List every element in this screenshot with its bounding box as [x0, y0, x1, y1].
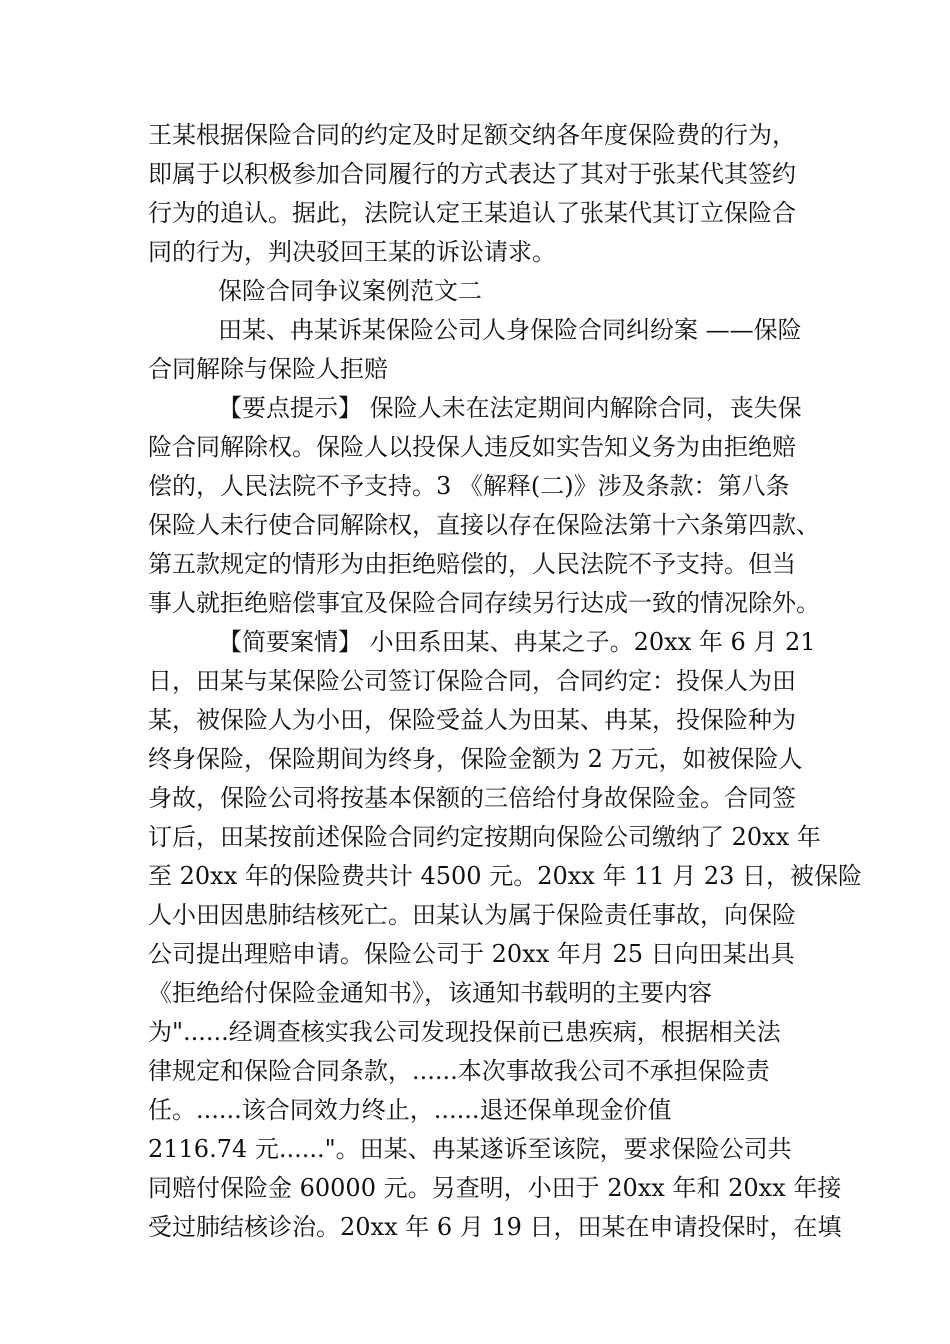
paragraph-line: 订后，田某按前述保险合同约定按期向保险公司缴纳了 20xx 年: [148, 823, 821, 851]
paragraph-line: 《拒绝给付保险金通知书》，该通知书载明的主要内容: [148, 979, 712, 1007]
paragraph-line: 行为的追认。据此，法院认定王某追认了张某代其订立保险合: [148, 199, 796, 227]
paragraph-line: 偿的，人民法院不予支持。3 《解释(二)》涉及条款：第八条: [148, 472, 790, 500]
paragraph-line: 险合同解除权。保险人以投保人违反如实告知义务为由拒绝赔: [148, 433, 796, 461]
paragraph-line: 即属于以积极参加合同履行的方式表达了其对于张某代其签约: [148, 160, 796, 188]
paragraph-line: 同的行为，判决驳回王某的诉讼请求。: [148, 238, 556, 266]
paragraph-line: 至 20xx 年的保险费共计 4500 元。20xx 年 11 月 23 日，被保险: [148, 862, 863, 890]
paragraph-line: 人小田因患肺结核死亡。田某认为属于保险责任事故，向保险: [148, 901, 796, 929]
paragraph-line: 身故，保险公司将按基本保额的三倍给付身故保险金。合同签: [148, 784, 796, 812]
paragraph-line: 受过肺结核诊治。20xx 年 6 月 19 日，田某在申请投保时，在填: [148, 1213, 842, 1241]
paragraph-line: 第五款规定的情形为由拒绝赔偿的，人民法院不予支持。但当: [148, 550, 796, 578]
paragraph-line: 公司提出理赔申请。保险公司于 20xx 年月 25 日向田某出具: [148, 940, 795, 968]
paragraph-line: 事人就拒绝赔偿事宜及保险合同存续另行达成一致的情况除外。: [148, 589, 820, 617]
case-title-line: 田某、冉某诉某保险公司人身保险合同纠纷案 ——保险: [218, 316, 802, 344]
paragraph-line: 律规定和保险合同条款，......本次事故我公司不承担保险责: [148, 1057, 770, 1085]
paragraph-line: 日，田某与某保险公司签订保险合同，合同约定：投保人为田: [148, 667, 796, 695]
paragraph-line: 2116.74 元......"。田某、冉某遂诉至该院，要求保险公司共: [148, 1135, 792, 1163]
paragraph-line: 【简要案情】 小田系田某、冉某之子。20xx 年 6 月 21: [218, 628, 816, 656]
paragraph-line: 任。......该合同效力终止，......退还保单现金价值: [148, 1096, 672, 1124]
section-heading: 保险合同争议案例范文二: [218, 277, 482, 305]
paragraph-line: 同赔付保险金 60000 元。另查明，小田于 20xx 年和 20xx 年接: [148, 1174, 842, 1202]
paragraph-line: 某，被保险人为小田，保险受益人为田某、冉某，投保险种为: [148, 706, 796, 734]
paragraph-line: 保险人未行使合同解除权，直接以存在保险法第十六条第四款、: [148, 511, 820, 539]
paragraph-line: 【要点提示】 保险人未在法定期间内解除合同，丧失保: [218, 394, 802, 422]
paragraph-line: 终身保险，保险期间为终身，保险金额为 2 万元，如被保险人: [148, 745, 803, 773]
case-title-line: 合同解除与保险人拒赔: [148, 355, 388, 383]
paragraph-line: 王某根据保险合同的约定及时足额交纳各年度保险费的行为，: [148, 121, 796, 149]
paragraph-line: 为"......经调查核实我公司发现投保前已患疾病，根据相关法: [148, 1018, 781, 1046]
